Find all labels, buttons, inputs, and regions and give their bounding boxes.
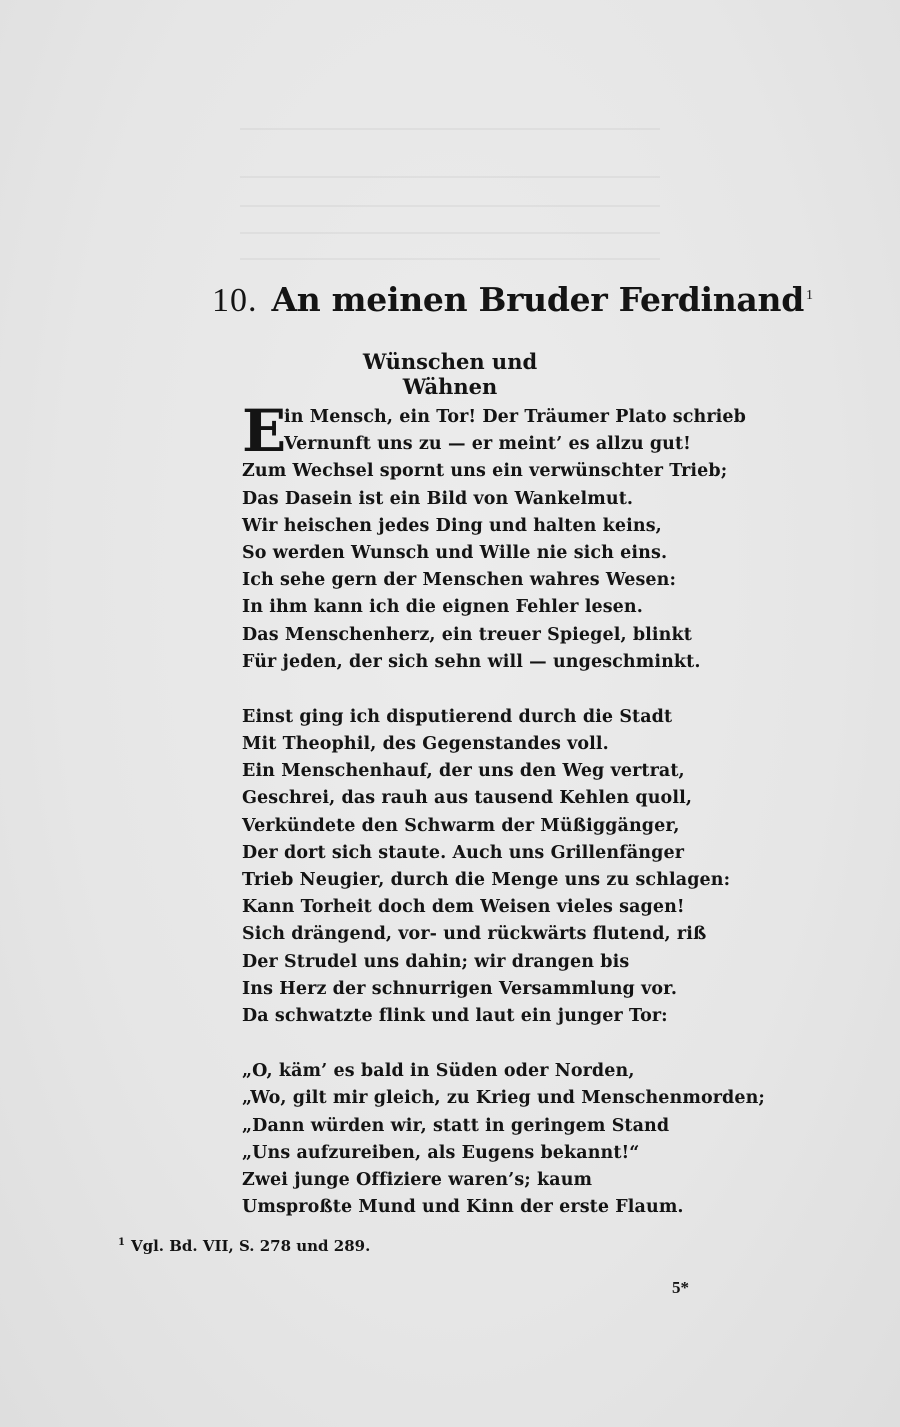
- verse-line: „Wo, gilt mir gleich, zu Krieg und Menschenmorden;: [242, 1088, 765, 1109]
- verse-line: „Dann würden wir, statt in geringem Stand: [242, 1115, 670, 1136]
- show-through-line: [240, 258, 660, 260]
- verse-line: Der dort sich staute. Auch uns Grillenfänger: [242, 842, 685, 863]
- footnote-text: Vgl. Bd. VII, S. 278 und 289.: [130, 1237, 371, 1255]
- verse-line: „O, käm’ es bald in Süden oder Norden,: [242, 1061, 635, 1082]
- footnote-mark: 1: [118, 1237, 125, 1248]
- verse-line: Da schwatzte flink und laut ein junger Tor:: [242, 1005, 668, 1026]
- footnote: [118, 1237, 370, 1255]
- verse-line: Sich drängend, vor- und rückwärts flutend, riß: [242, 924, 707, 945]
- poem-subtitle: Wünschen und Wähnen: [362, 349, 538, 399]
- verse-line: Ich sehe gern der Menschen wahres Wesen:: [242, 570, 677, 591]
- show-through-line: [240, 205, 660, 207]
- verse-line: in Mensch, ein Tor! Der Träumer Plato schrieb: [284, 407, 746, 427]
- verse-line: Einst ging ich disputierend durch die Stadt: [242, 706, 673, 727]
- stanza-1: [242, 397, 746, 676]
- verse-line: Ein Menschenhauf, der uns den Weg vertrat,: [242, 761, 685, 782]
- verse-line: So werden Wunsch und Wille nie sich eins.: [242, 542, 668, 563]
- poem-body: [242, 397, 765, 1221]
- verse-line: Trieb Neugier, durch die Menge uns zu schlagen:: [242, 870, 731, 890]
- verse-line: Kann Torheit doch dem Weisen vieles sagen!: [242, 897, 685, 918]
- verse-line: Geschrei, das rauh aus tausend Kehlen quoll,: [242, 788, 693, 809]
- verse-line: Ins Herz der schnurrigen Versammlung vor.: [242, 978, 678, 999]
- verse-line: „Uns aufzureiben, als Eugens bekannt!“: [242, 1142, 640, 1163]
- stanza-3: [242, 1058, 765, 1221]
- verse-line: Mit Theophil, des Gegenstandes voll.: [242, 734, 609, 755]
- verse-line: In ihm kann ich die eignen Fehler lesen.: [242, 597, 643, 618]
- poem-title: An meinen Bruder Ferdinand: [271, 280, 804, 319]
- verse-line: Das Dasein ist ein Bild von Wankelmut.: [242, 488, 634, 509]
- verse-line: Das Menschenherz, ein treuer Spiegel, blinkt: [242, 624, 692, 645]
- verse-line: Verkündete den Schwarm der Müßiggänger,: [242, 815, 680, 836]
- verse-line: Für jeden, der sich sehn will — ungeschminkt.: [242, 651, 701, 672]
- verse-line: Zum Wechsel spornt uns ein verwünschter Trieb;: [242, 461, 728, 482]
- title-footnote-ref: 1: [805, 287, 813, 303]
- show-through-line: [240, 232, 660, 234]
- poem-heading: [212, 280, 813, 320]
- show-through-line: [240, 128, 660, 130]
- drop-cap-initial: E: [242, 397, 287, 465]
- verse-line: Zwei junge Offiziere waren’s; kaum: [242, 1169, 593, 1190]
- show-through-line: [240, 176, 660, 178]
- verse-line: Umsproßte Mund und Kinn der erste Flaum.: [242, 1197, 684, 1218]
- stanza-2: [242, 704, 731, 1030]
- verse-line: Der Strudel uns dahin; wir drangen bis: [242, 951, 630, 972]
- verse-line: Vernunft uns zu — er meint’ es allzu gut!: [284, 434, 691, 455]
- verse-line: Wir heischen jedes Ding und halten keins,: [242, 515, 662, 536]
- poem-number: 10.: [212, 282, 258, 319]
- page-number: 5*: [672, 1278, 689, 1297]
